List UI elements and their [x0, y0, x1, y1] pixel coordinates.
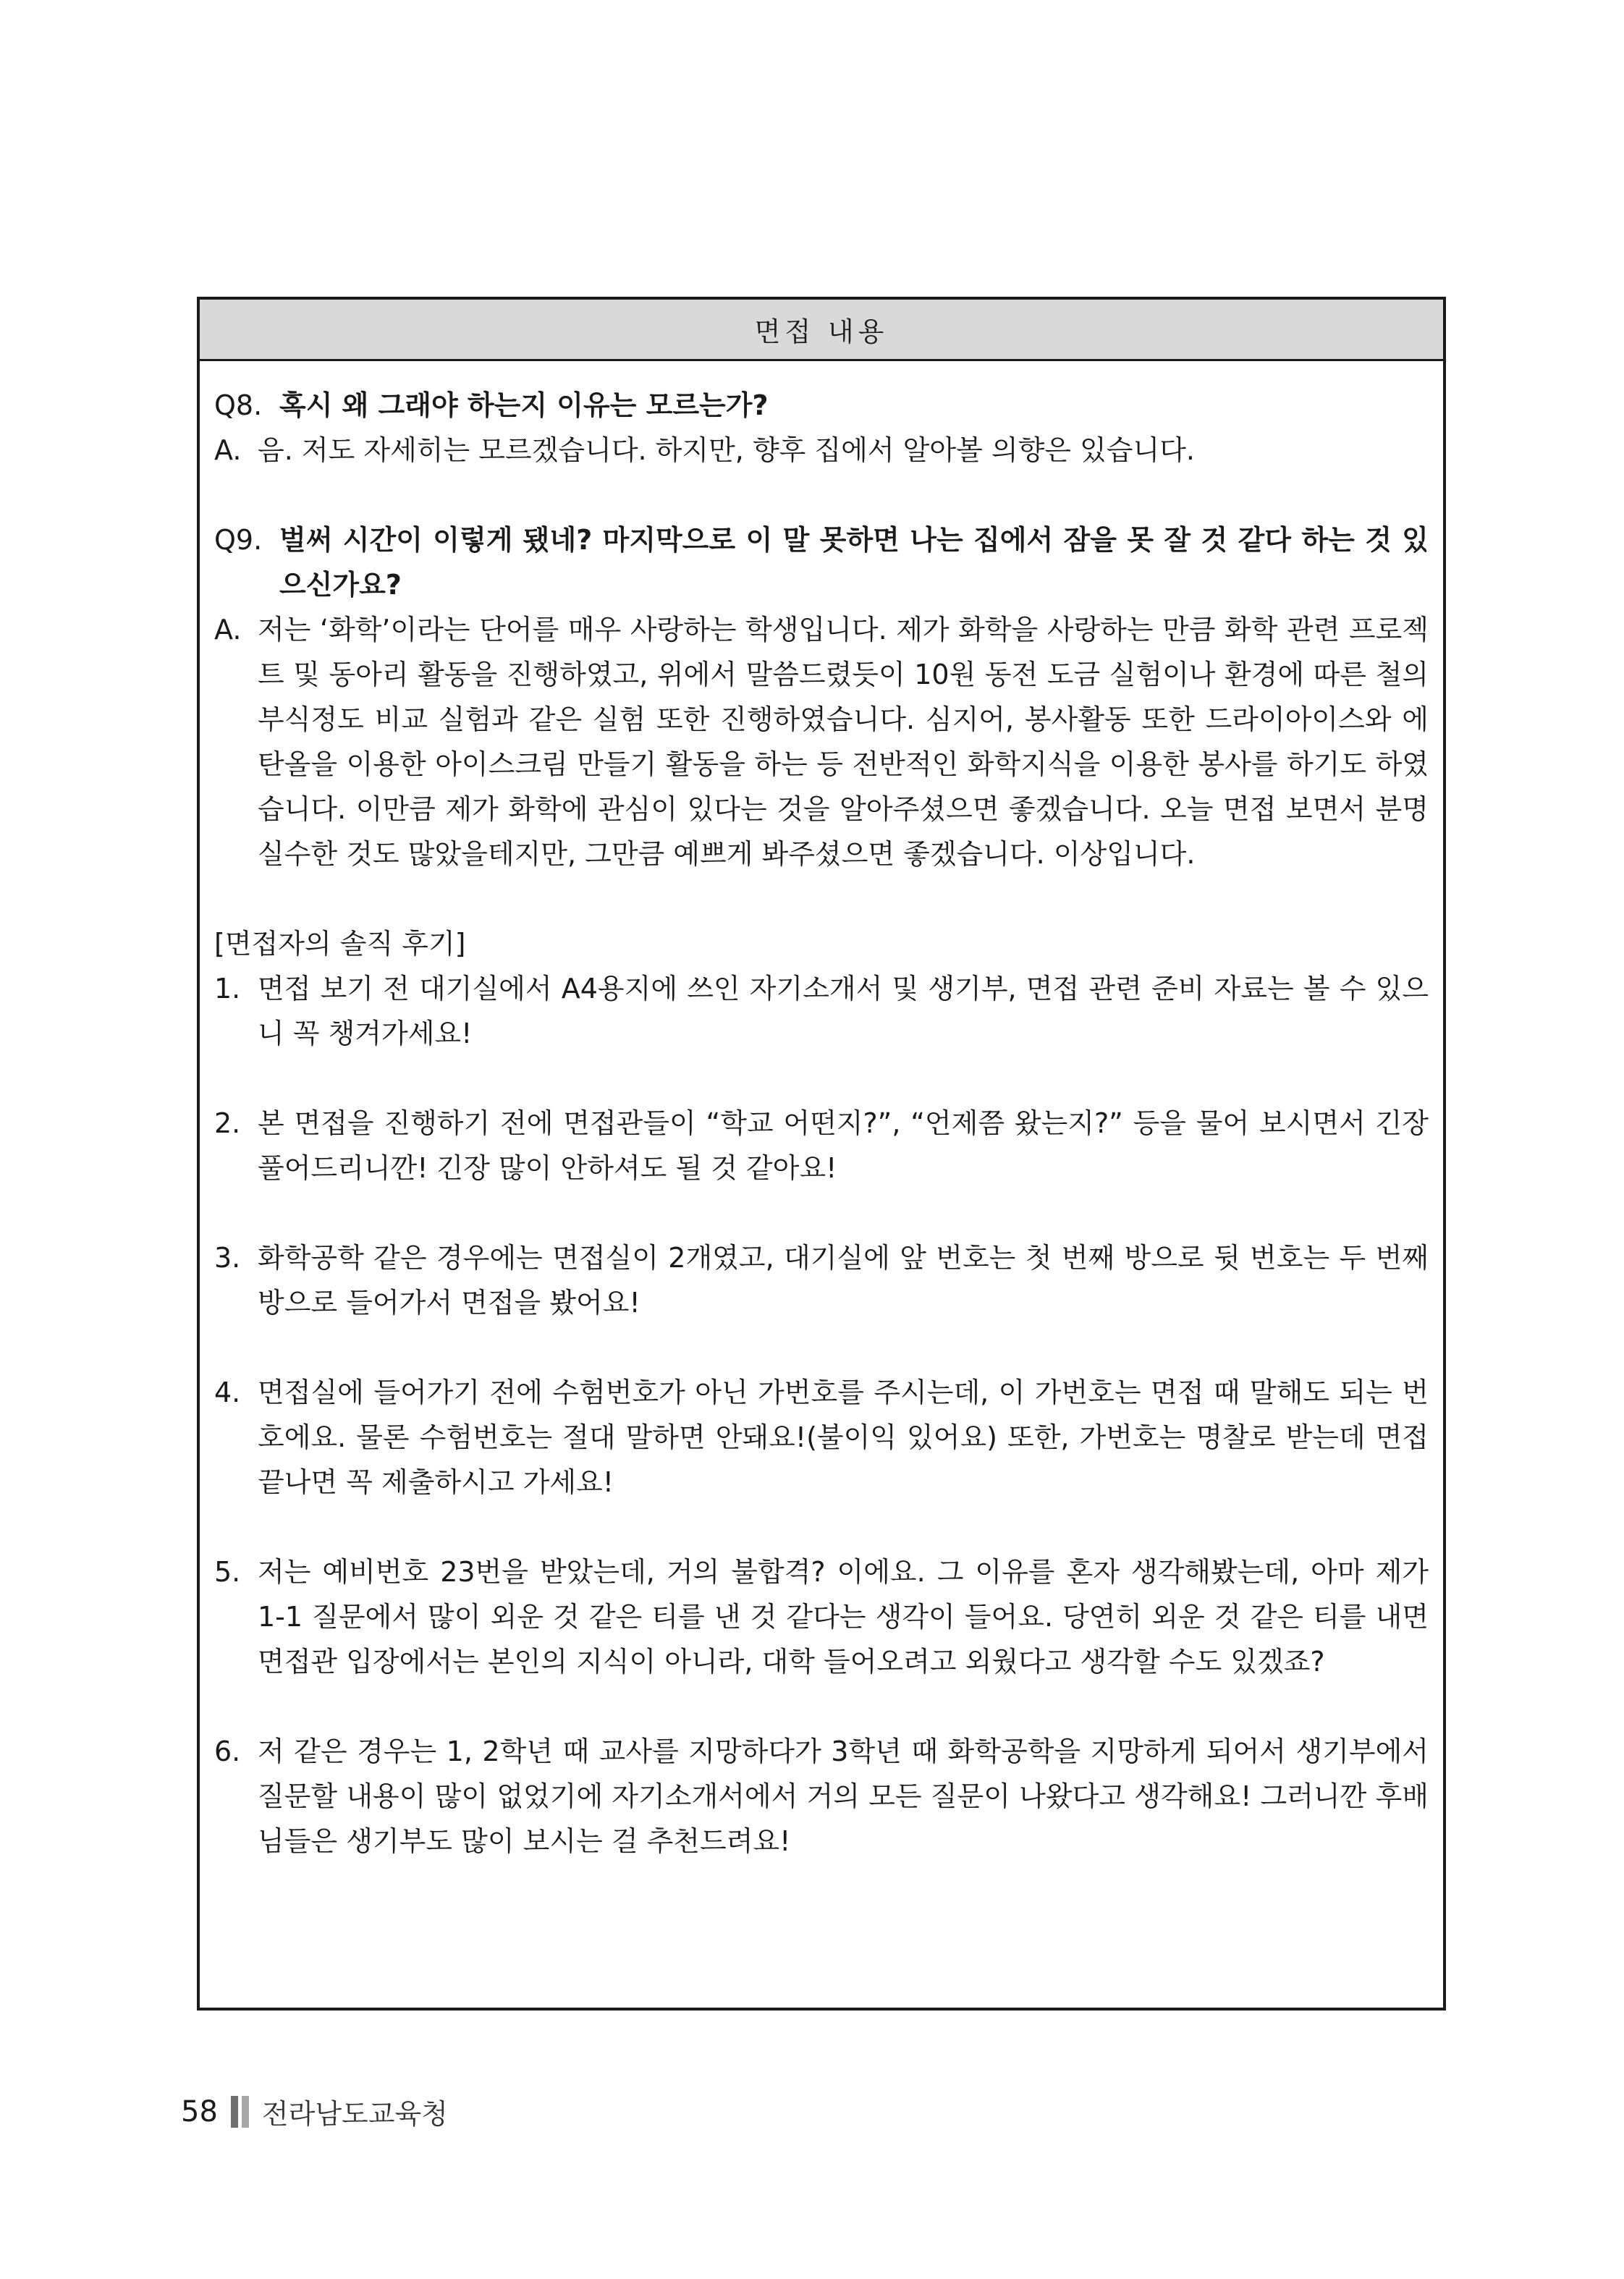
tip-number: 5.: [214, 1556, 241, 1588]
tip-item: [214, 1729, 1429, 1864]
tip-text: 본 면접을 진행하기 전에 면접관들이 “학교 어떤지?”, “언제쯤 왔는지?” 등을 물어 보시면서 긴장 풀어드리니깐! 긴장 많이 안하셔도 될 것 같아요!: [258, 1107, 1429, 1184]
tip-item: [214, 1101, 1429, 1191]
tip-number: 3.: [214, 1242, 241, 1274]
tip-text: 저는 예비번호 23번을 받았는데, 거의 불합격? 이에요. 그 이유를 혼자 생각해봤는데, 아마 제가 1-1 질문에서 많이 외운 것 같은 티를 낸 것 같다는 생각이 들어요. 당연히 외운 것 같은 티를 내면 면접관 입장에서는 본인의 지식이 아니라, 대학 들어오려고 외웠다고 생각할 수도 있겠죠?: [258, 1556, 1429, 1678]
interview-content-box: [197, 297, 1446, 2010]
answer-text: 저는 ‘화학’이라는 단어를 매우 사랑하는 학생입니다. 제가 화학을 사랑하는 만큼 화학 관련 프로젝트 및 동아리 활동을 진행하였고, 위에서 말씀드렸듯이 10원 동전 도금 실험이나 환경에 따른 철의부식정도 비교 실험과 같은 실험 또한 진행하였습니다. 심지어, 봉사활동 또한 드라이아이스와 에탄올을 이용한 아이스크림 만들기 활동을 하는 등 전반적인 화학지식을 이용한 봉사를 하기도 하였습니다. 이만큼 제가 화학에 관심이 있다는 것을 알아주셨으면 좋겠습니다. 오늘 면접 보면서 분명 실수한 것도 많았을테지만, 그만큼 예쁘게 봐주셨으면 좋겠습니다. 이상입니다.: [258, 614, 1429, 870]
tip-number: 4.: [214, 1377, 241, 1408]
tip-number: 6.: [214, 1735, 241, 1767]
question-mark: Q8.: [214, 389, 263, 421]
question-mark: Q9.: [214, 524, 263, 556]
review-heading: [면접자의 솔직 후기]: [214, 928, 466, 960]
footer-bar-icon: [231, 2096, 249, 2128]
footer-org: 전라남도교육청: [261, 2098, 448, 2130]
tip-text: 저 같은 경우는 1, 2학년 때 교사를 지망하다가 3학년 때 화학공학을 지망하게 되어서 생기부에서 질문할 내용이 많이 없었기에 자기소개서에서 거의 모든 질문이 나왔다고 생각해요! 그러니깐 후배님들은 생기부도 많이 보시는 걸 추천드려요!: [258, 1735, 1429, 1857]
page-footer: [181, 2092, 448, 2131]
answer-mark: A.: [214, 614, 242, 646]
tip-text: 면접 보기 전 대기실에서 A4용지에 쓰인 자기소개서 및 생기부, 면접 관련 준비 자료는 볼 수 있으니 꼭 챙겨가세요!: [258, 973, 1429, 1049]
tip-number: 2.: [214, 1107, 241, 1139]
tip-item: [214, 1549, 1429, 1684]
tip-item: [214, 1235, 1429, 1325]
tip-number: 1.: [214, 973, 241, 1005]
question-text: 혹시 왜 그래야 하는지 이유는 모르는가?: [279, 389, 769, 421]
page-number: 58: [181, 2094, 218, 2128]
answer-text: 음. 저도 자세히는 모르겠습니다. 하지만, 향후 집에서 알아볼 의향은 있습니다.: [258, 434, 1195, 466]
answer-mark: A.: [214, 434, 242, 466]
box-content: [200, 361, 1443, 1864]
tip-text: 면접실에 들어가기 전에 수험번호가 아닌 가번호를 주시는데, 이 가번호는 면접 때 말해도 되는 번호에요. 물론 수험번호는 절대 말하면 안돼요!(불이익 있어요) 또한, 가번호는 명찰로 받는데 면접 끝나면 꼭 제출하시고 가세요!: [258, 1377, 1429, 1498]
answer-q8: [214, 428, 1429, 473]
question-q9: [214, 517, 1429, 607]
tip-item: [214, 966, 1429, 1056]
question-text: 벌써 시간이 이렇게 됐네? 마지막으로 이 말 못하면 나는 집에서 잠을 못 잘 것 같다 하는 것 있으신가요?: [279, 524, 1429, 601]
answer-q9: [214, 607, 1429, 876]
box-header: 면접 내용: [200, 300, 1443, 361]
tip-item: [214, 1370, 1429, 1505]
question-q8: [214, 383, 1429, 428]
tip-text: 화학공학 같은 경우에는 면접실이 2개였고, 대기실에 앞 번호는 첫 번째 방으로 뒷 번호는 두 번째 방으로 들어가서 면접을 봤어요!: [258, 1242, 1429, 1319]
